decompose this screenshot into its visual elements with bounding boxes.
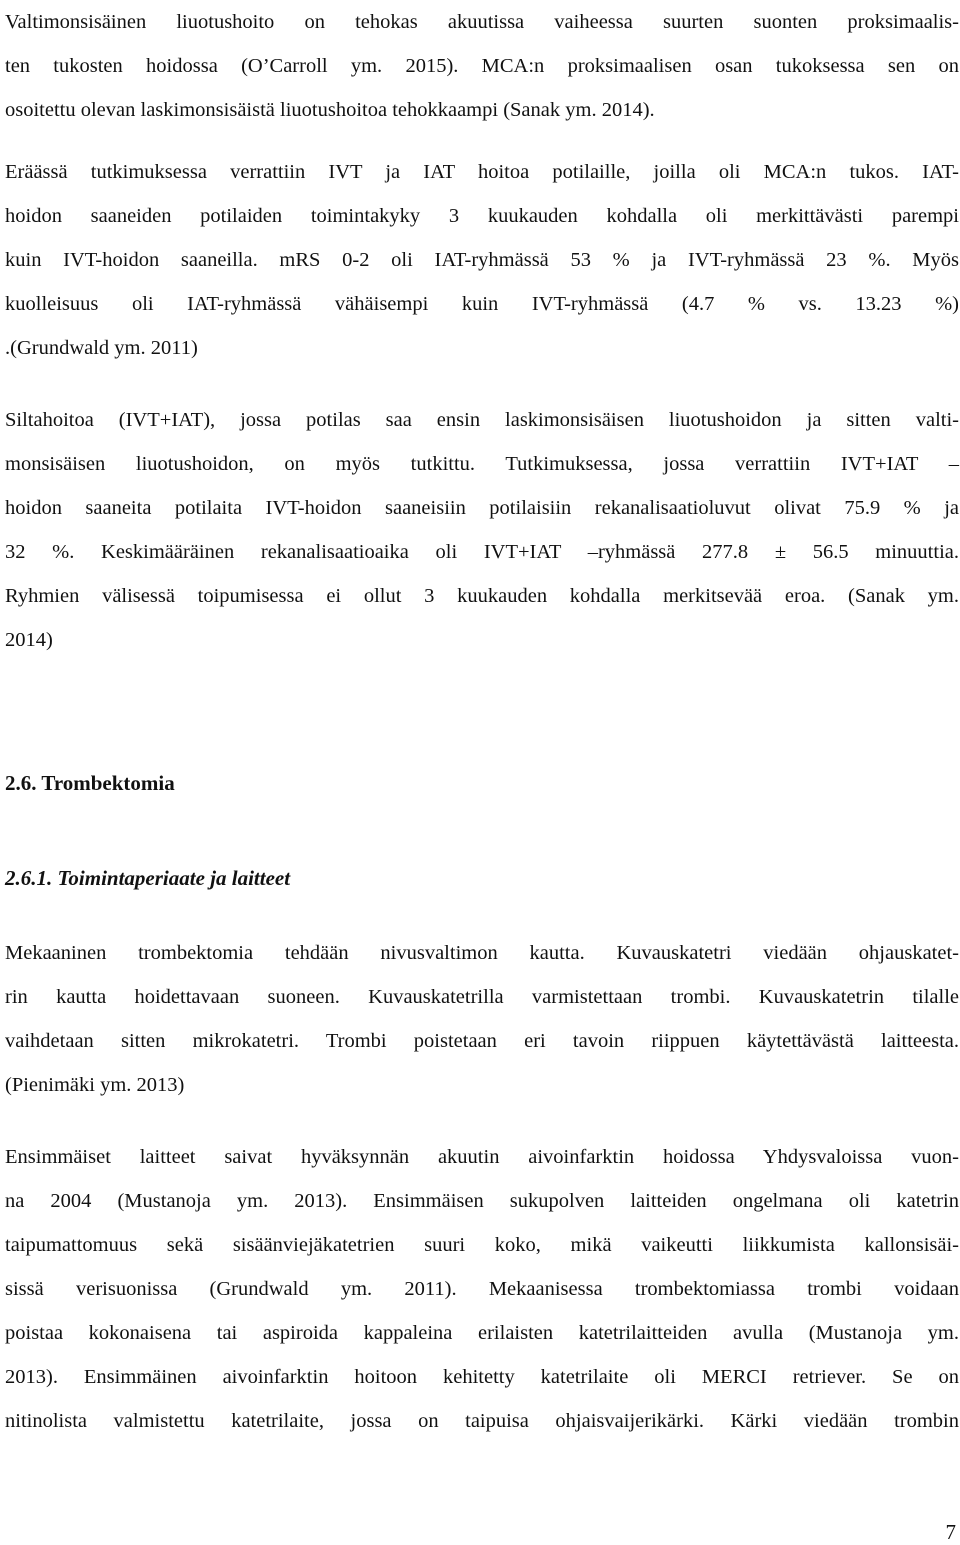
text-line: kuolleisuus oli IAT-ryhmässä vähäisempi kuin IVT-ryhmässä (4.7 % vs. 13.23 %) xyxy=(5,293,959,315)
text-line: hoidon saaneiden potilaiden toimintakyky 3 kuukauden kohdalla oli merkittävästi parempi xyxy=(5,205,959,227)
text-line: rin kautta hoidettavaan suoneen. Kuvauskatetrilla varmistettaan trombi. Kuvauskatetrin tilalle xyxy=(5,986,959,1008)
paragraph-bridging-therapy xyxy=(5,398,959,662)
text-line: 2013). Ensimmäinen aivoinfarktin hoitoon kehitetty katetrilaite oli MERCI retriever. Se on xyxy=(5,1366,959,1388)
text-line: kuin IVT-hoidon saaneilla. mRS 0-2 oli IAT-ryhmässä 53 % ja IVT-ryhmässä 23 %. Myös xyxy=(5,249,959,271)
text-line: Ryhmien välisessä toipumisessa ei ollut 3 kuukauden kohdalla merkitsevää eroa. (Sanak ym. xyxy=(5,585,959,607)
text-line: 32 %. Keskimääräinen rekanalisaatioaika oli IVT+IAT –ryhmässä 277.8 ± 56.5 minuuttia. xyxy=(5,541,959,563)
text-line: nitinolista valmistettu katetrilaite, jossa on taipuisa ohjaisvaijerikärki. Kärki viedään trombin xyxy=(5,1410,959,1432)
paragraph-mechanical-thrombectomy xyxy=(5,931,959,1107)
text-line: na 2004 (Mustanoja ym. 2013). Ensimmäisen sukupolven laitteiden ongelmana oli katetrin xyxy=(5,1190,959,1212)
page-number: 7 xyxy=(945,1520,956,1544)
text-line: sissä verisuonissa (Grundwald ym. 2011). Mekaanisessa trombektomiassa trombi voidaan xyxy=(5,1278,959,1300)
text-line: .(Grundwald ym. 2011) xyxy=(5,337,198,359)
text-line: ten tukosten hoidossa (O’Carroll ym. 2015). MCA:n proksimaalisen osan tukoksessa sen on xyxy=(5,55,959,77)
text-line: (Pienimäki ym. 2013) xyxy=(5,1074,185,1096)
text-line: Valtimonsisäinen liuotushoito on tehokas akuutissa vaiheessa suurten suonten proksimaalis- xyxy=(5,11,959,33)
text-line: Ensimmäiset laitteet saivat hyväksynnän akuutin aivoinfarktin hoidossa Yhdysvaloissa vuon- xyxy=(5,1146,959,1168)
text-line: hoidon saaneita potilaita IVT-hoidon saaneisiin potilaisiin rekanalisaatioluvut olivat 75.9 % ja xyxy=(5,497,959,519)
paragraph-ivt-vs-iat xyxy=(5,150,959,370)
paragraph-ivt-proximal xyxy=(5,0,959,132)
text-line: Siltahoitoa (IVT+IAT), jossa potilas saa ensin laskimonsisäisen liuotushoidon ja sitten valti- xyxy=(5,409,959,431)
text-line: osoitettu olevan laskimonsisäistä liuotushoitoa tehokkaampi (Sanak ym. 2014). xyxy=(5,99,655,121)
text-line: Eräässä tutkimuksessa verrattiin IVT ja IAT hoitoa potilaille, joilla oli MCA:n tukos. IAT- xyxy=(5,161,959,183)
subsection-heading: 2.6.1. Toimintaperiaate ja laitteet xyxy=(5,866,291,890)
text-line: monsisäisen liuotushoidon, on myös tutkittu. Tutkimuksessa, jossa verrattiin IVT+IAT – xyxy=(5,453,959,475)
text-line: poistaa kokonaisena tai aspiroida kappaleina erilaisten katetrilaitteiden avulla (Mustanoja ym. xyxy=(5,1322,959,1344)
paragraph-first-devices xyxy=(5,1135,959,1443)
text-line: taipumattomuus sekä sisäänviejäkatetrien suuri koko, mikä vaikeutti liikkumista kallonsisäi- xyxy=(5,1234,959,1256)
section-heading: 2.6. Trombektomia xyxy=(5,771,175,795)
text-line: 2014) xyxy=(5,629,53,651)
text-line: vaihdetaan sitten mikrokatetri. Trombi poistetaan eri tavoin riippuen käytettävästä laitteesta. xyxy=(5,1030,959,1052)
text-line: Mekaaninen trombektomia tehdään nivusvaltimon kautta. Kuvauskatetri viedään ohjauskatet- xyxy=(5,942,959,964)
